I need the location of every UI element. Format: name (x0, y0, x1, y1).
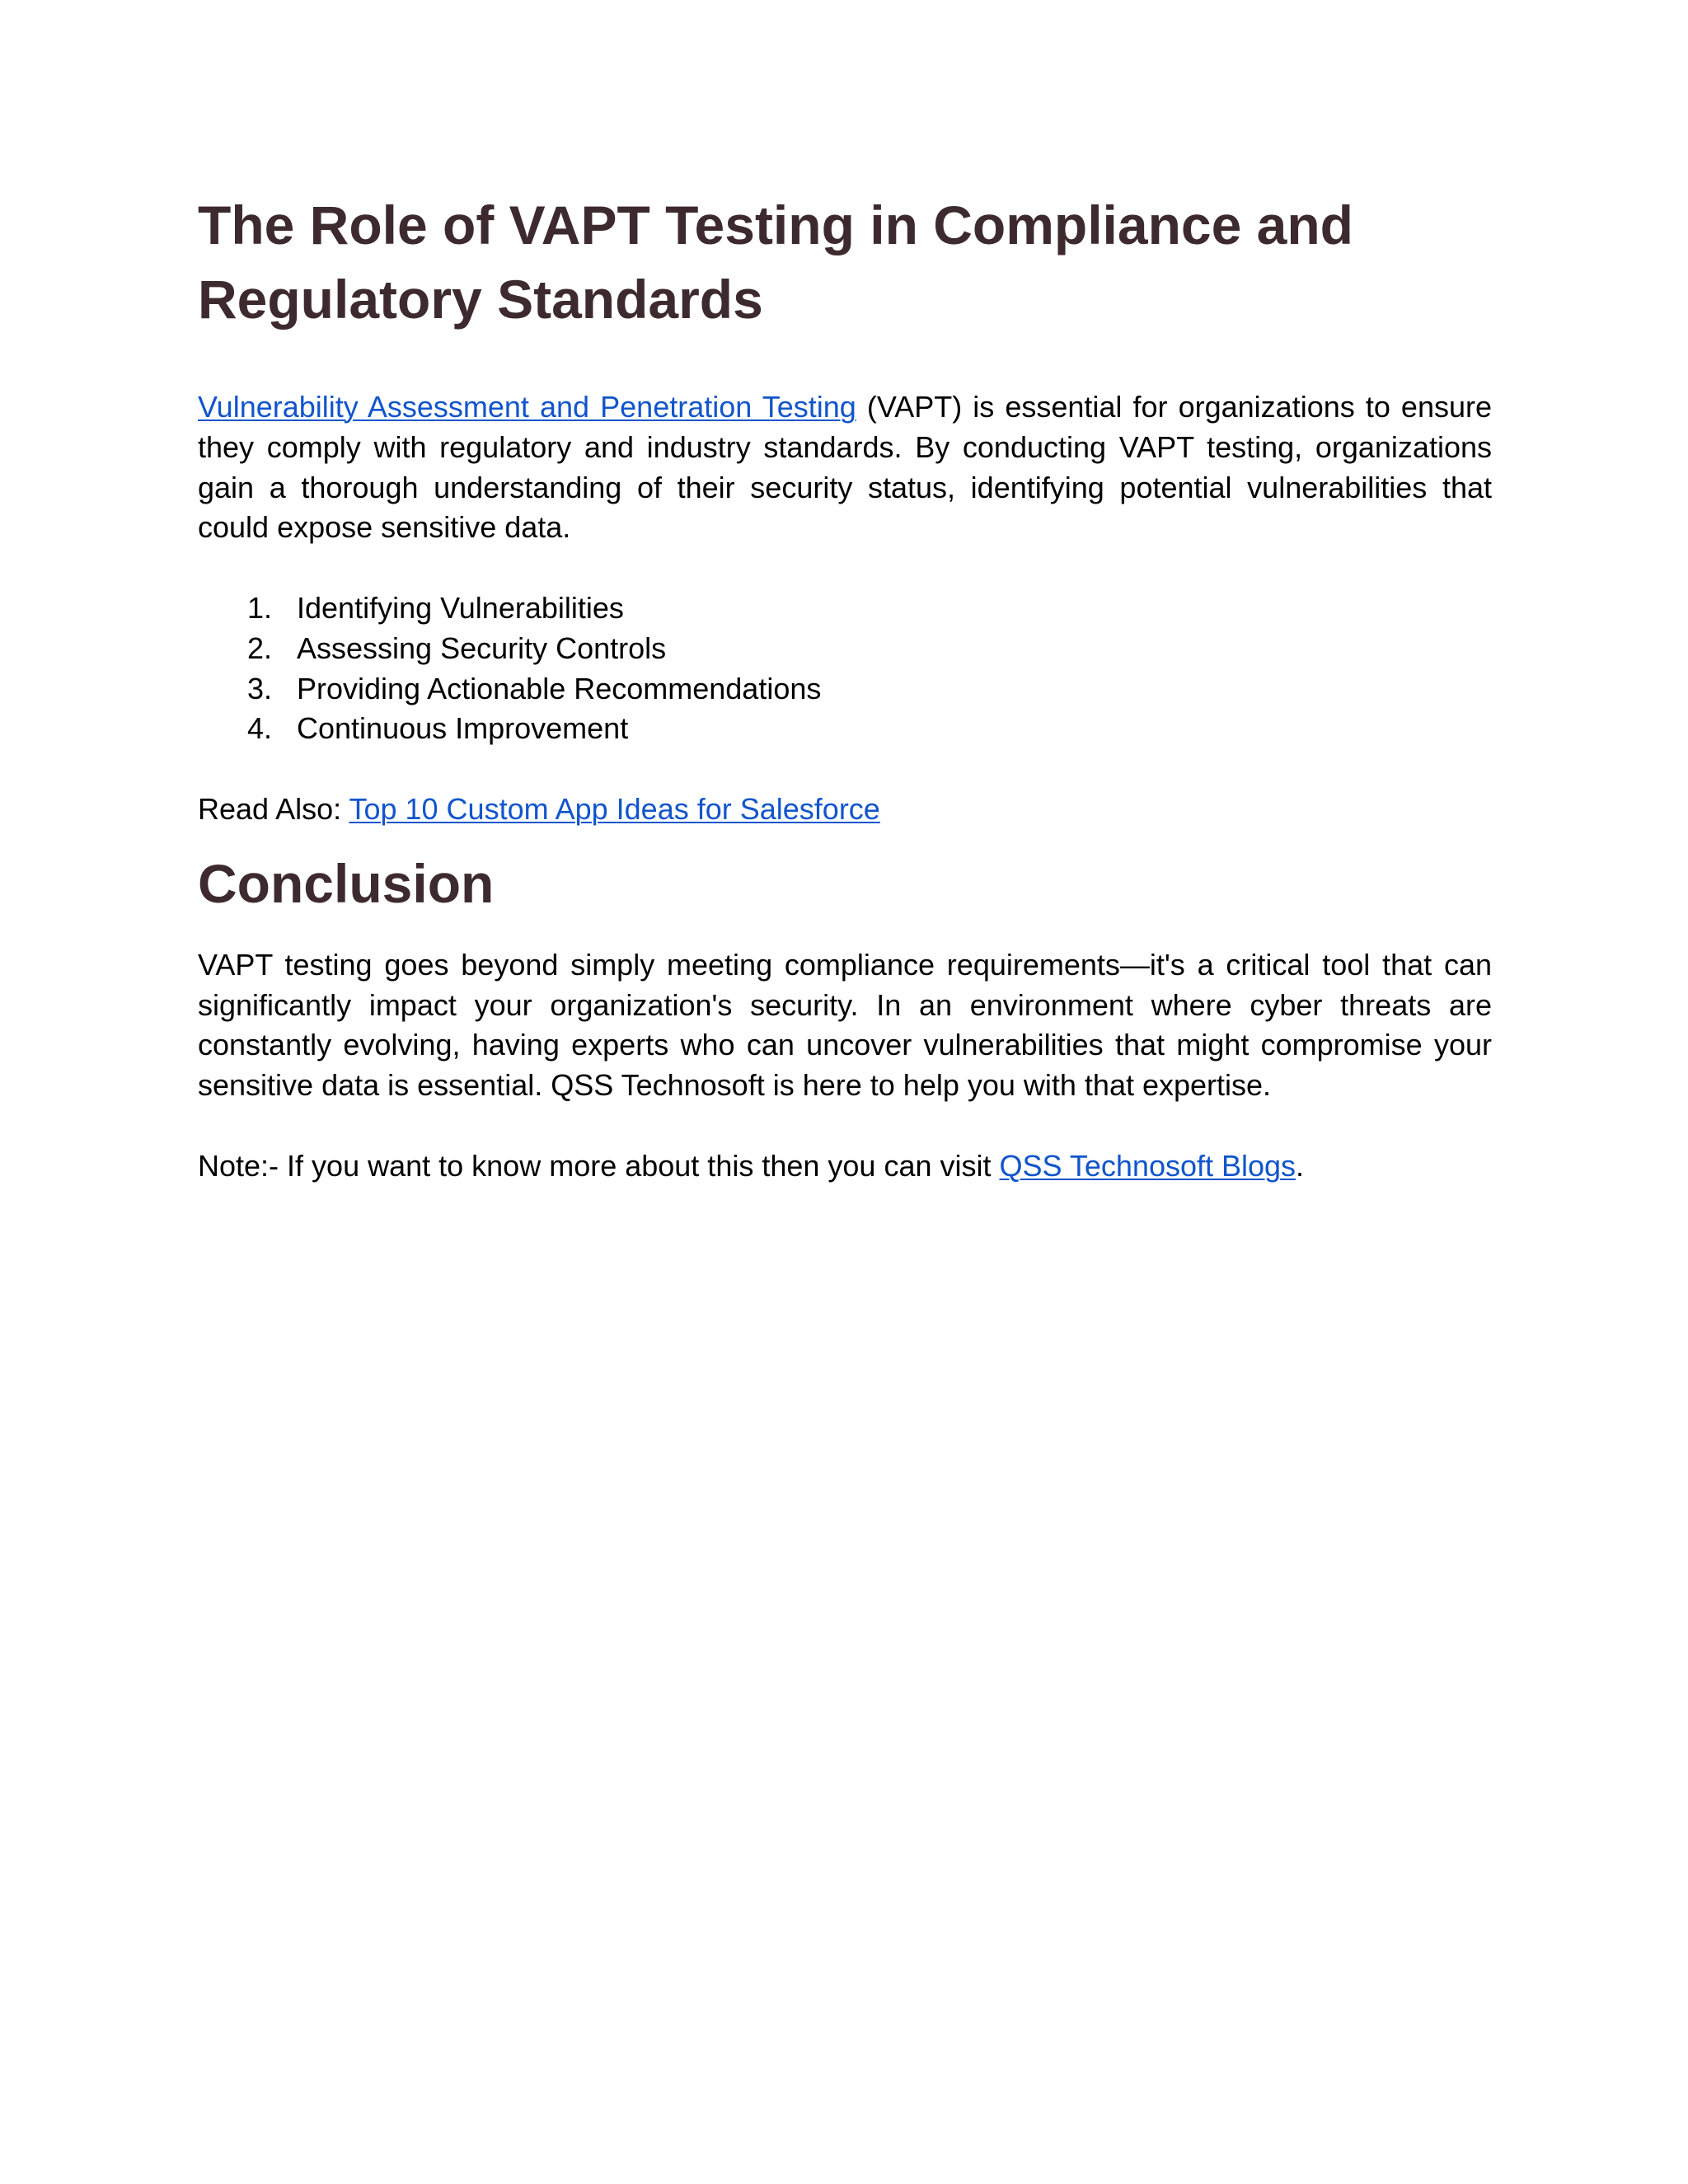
document-title: The Role of VAPT Testing in Compliance and Regulatory Standards (198, 194, 1353, 330)
intro-paragraph (198, 387, 1492, 548)
list-item-number: 3. (247, 671, 273, 705)
list-item-number: 2. (247, 630, 273, 665)
note-suffix: . (1296, 1148, 1305, 1183)
list-item-text: Assessing Security Controls (297, 630, 667, 665)
note-paragraph (198, 1146, 1492, 1187)
list-item (198, 709, 1492, 749)
conclusion-paragraph: VAPT testing goes beyond simply meeting compliance requirements—it's a critical tool that can significantly impact your organization's security. In an environment where cyber threats are constantly evolving, having experts who can uncover vulnerabilities that might compromise your sensitive data is essential. QSS Technosoft is here to help you with that expertise. (198, 947, 1492, 1103)
document-page (198, 188, 1492, 1187)
list-item (198, 588, 1492, 629)
list-item-number: 1. (247, 590, 273, 625)
read-also-link[interactable]: Top 10 Custom App Ideas for Salesforce (349, 791, 880, 826)
list-item-text: Providing Actionable Recommendations (297, 671, 822, 705)
list-item-text: Identifying Vulnerabilities (297, 590, 624, 625)
list-item (198, 629, 1492, 669)
read-also (198, 790, 1492, 830)
intro-text: (VAPT) is essential for organizations to ensure they comply with regulatory and industry standards. By conducting VAPT testing, organizations gain a thorough understanding of their security status, identifying potential vulnerabilities that could expose sensitive data. (198, 390, 1492, 545)
note-prefix: Note:- If you want to know more about this then you can visit (198, 1148, 1000, 1183)
blog-link[interactable]: QSS Technosoft Blogs (999, 1148, 1296, 1183)
vapt-link[interactable]: Vulnerability Assessment and Penetration Testing (198, 390, 856, 424)
list-item (198, 669, 1492, 710)
numbered-list (198, 588, 1492, 749)
list-item-number: 4. (247, 711, 273, 746)
read-also-label: Read Also: (198, 791, 349, 826)
conclusion-heading: Conclusion (198, 852, 495, 914)
list-item-text: Continuous Improvement (297, 711, 629, 746)
